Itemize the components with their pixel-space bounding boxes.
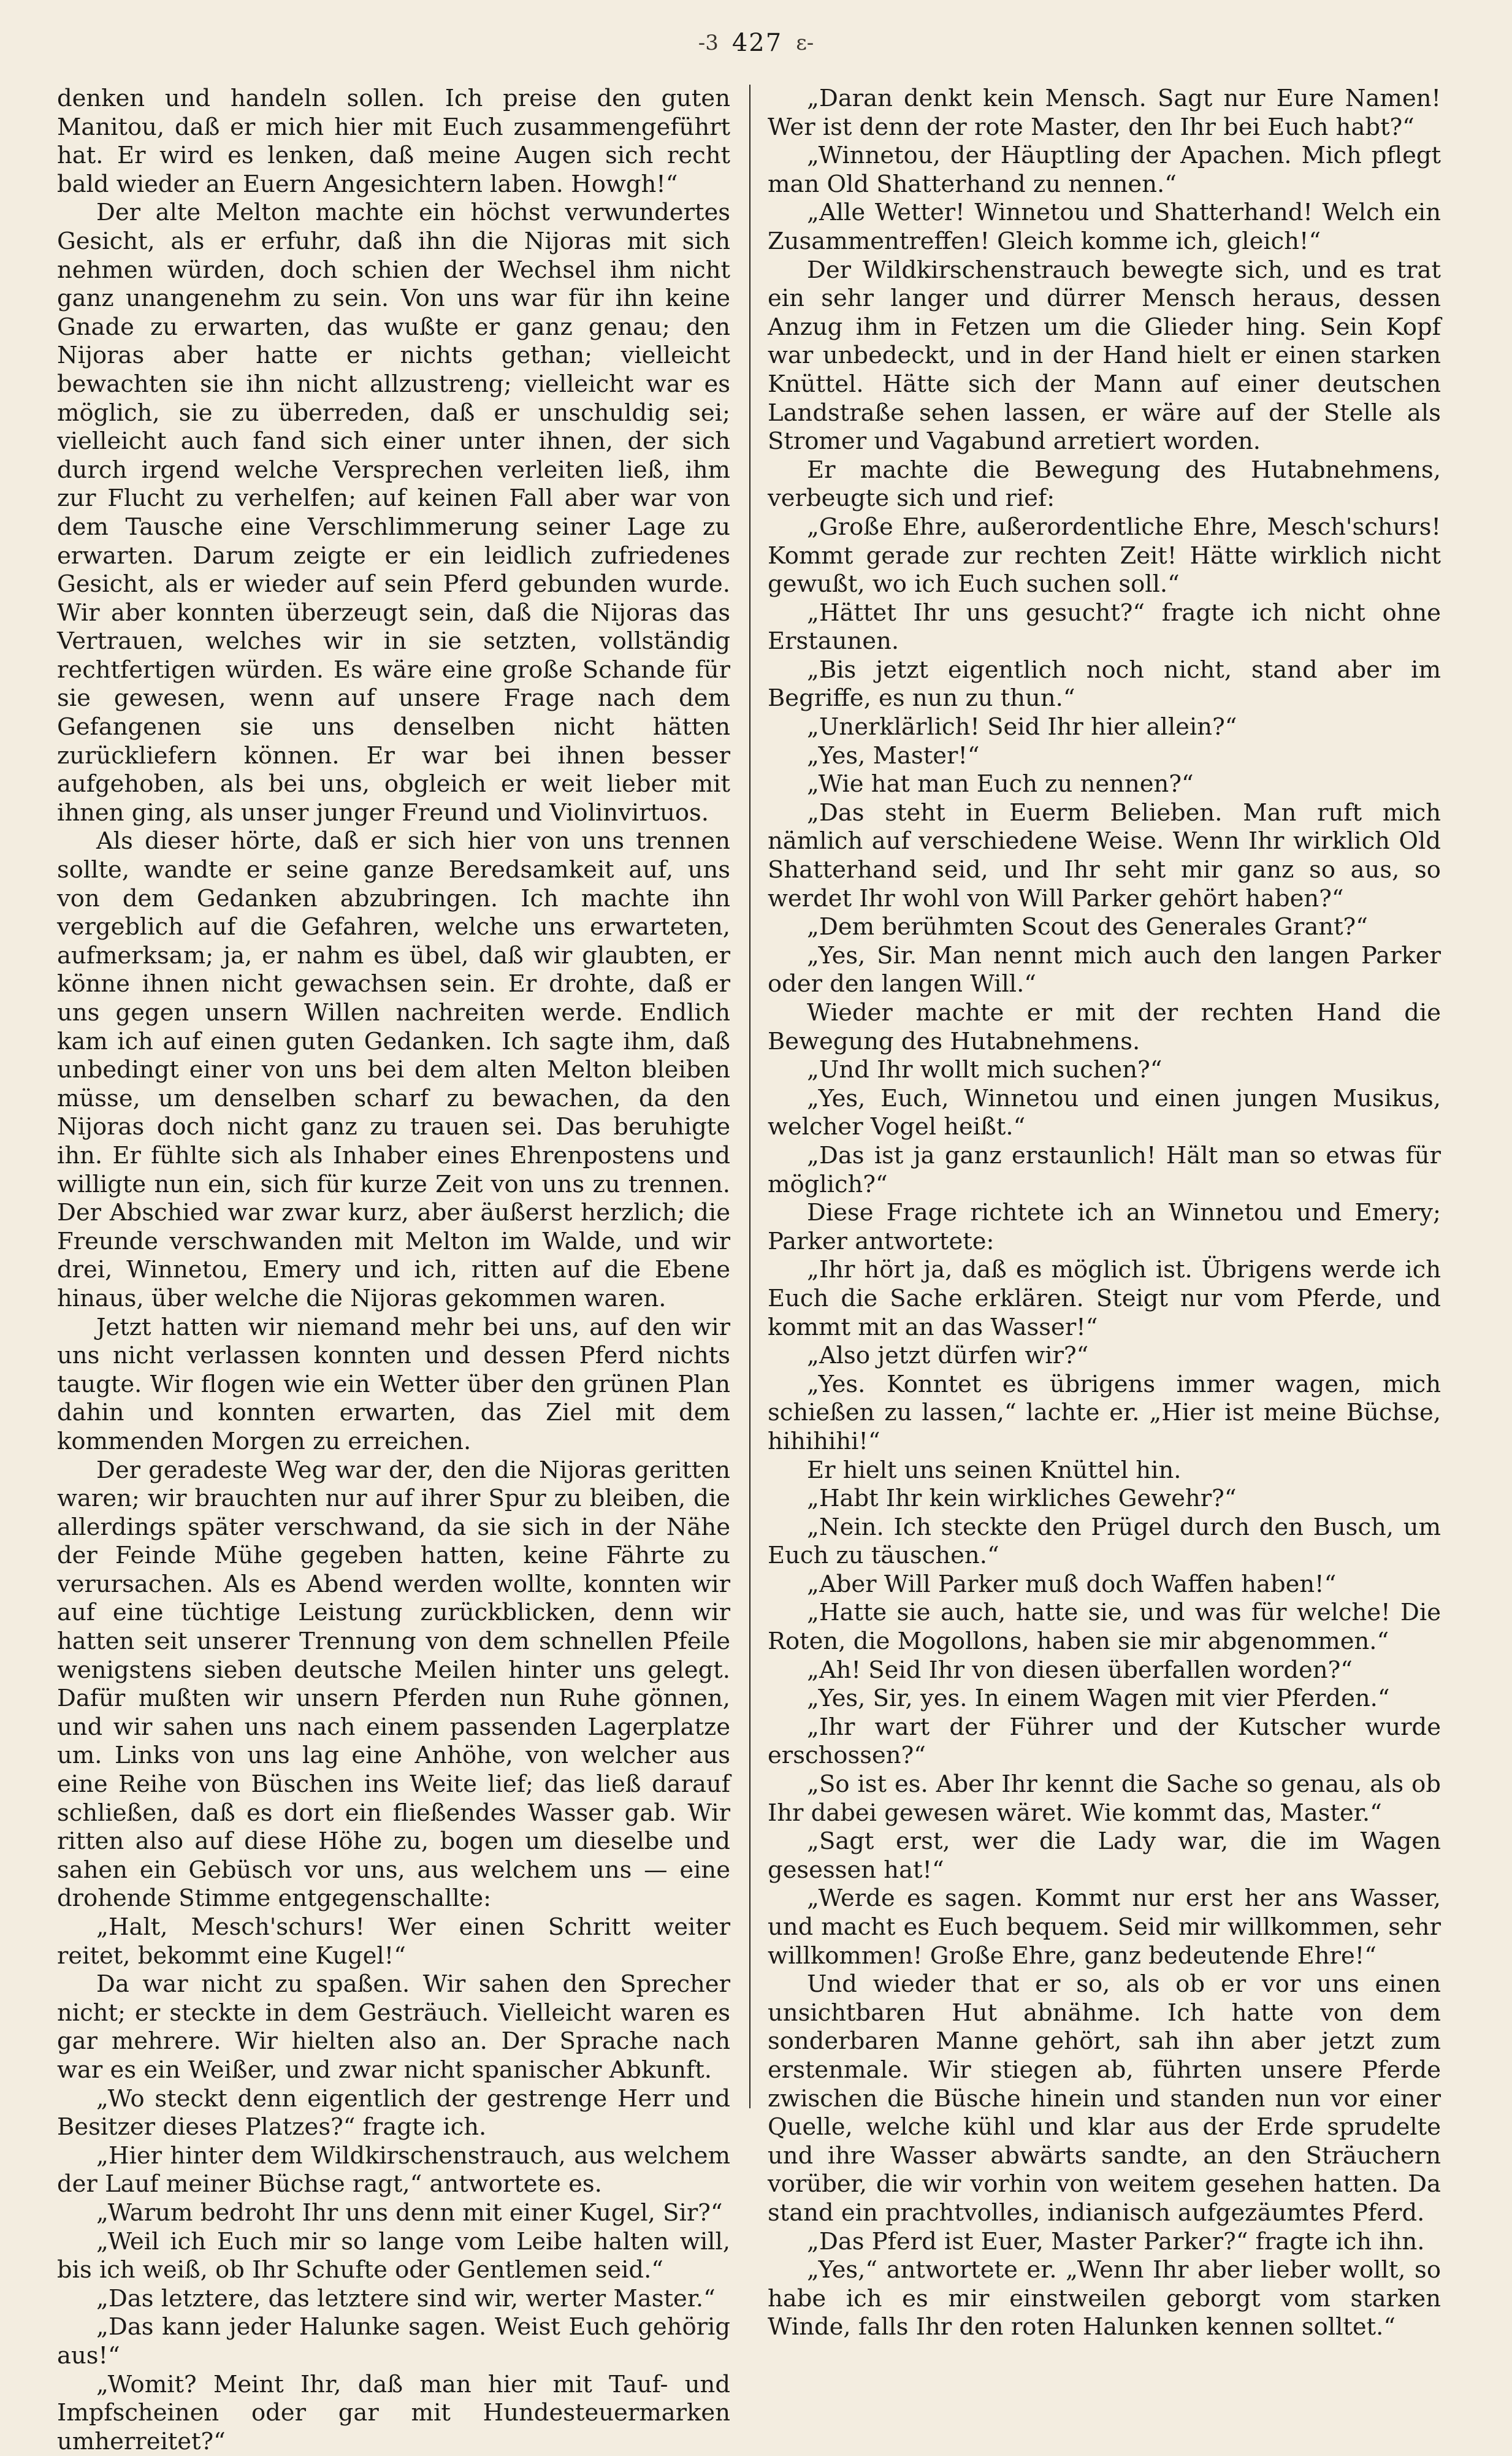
paragraph: „Das letztere, das letztere sind wir, werter Master.“	[57, 2285, 730, 2314]
paragraph: „Bis jetzt eigentlich noch nicht, stand aber im Begriffe, es nun zu thun.“	[768, 656, 1441, 713]
paragraph: „Ihr hört ja, daß es möglich ist. Übrigens werde ich Euch die Sache erklären. Steigt nur vom Pferde, und kommt mit an das Wasser!“	[768, 1256, 1441, 1342]
paragraph: „Halt, Mesch'schurs! Wer einen Schritt weiter reitet, bekommt eine Kugel!“	[57, 1913, 730, 1970]
page-header	[0, 25, 1512, 61]
paragraph: „Das Pferd ist Euer, Master Parker?“ fragte ich ihn.	[768, 2228, 1441, 2257]
paragraph: Als dieser hörte, daß er sich hier von uns trennen sollte, wandte er seine ganze Beredsamkeit auf, uns von dem Gedanken abzubringen. Ich machte ihn vergeblich auf die Gefahren, welche uns erwarteten, aufmerksam; ja, er nahm es übel, daß wir glaubten, er könne ihnen nicht gewachsen sein. Er drohte, daß er uns gegen unsern Willen nachreiten werde. Endlich kam ich auf einen guten Gedanken. Ich sagte ihm, daß unbedingt einer von uns bei dem alten Melton bleiben müsse, um denselben scharf zu bewachen, da den Nijoras doch nicht ganz zu trauen sei. Das beruhigte ihn. Er fühlte sich als Inhaber eines Ehrenpostens und willigte nun ein, sich für kurze Zeit von uns zu trennen. Der Abschied war zwar kurz, aber äußerst herzlich; die Freunde verschwanden mit Melton im Walde, und wir drei, Winnetou, Emery und ich, ritten auf die Ebene hinaus, über welche die Nijoras gekommen waren.	[57, 827, 730, 1313]
paragraph: „Yes, Euch, Winnetou und einen jungen Musikus, welcher Vogel heißt.“	[768, 1085, 1441, 1142]
paragraph: „Also jetzt dürfen wir?“	[768, 1342, 1441, 1371]
paragraph: „Aber Will Parker muß doch Waffen haben!“	[768, 1570, 1441, 1599]
paragraph: Er hielt uns seinen Knüttel hin.	[768, 1456, 1441, 1485]
page-number: 427	[732, 29, 782, 57]
column-divider	[749, 85, 750, 2108]
paragraph: Diese Frage richtete ich an Winnetou und Emery; Parker antwortete:	[768, 1199, 1441, 1256]
paragraph: Der Wildkirschenstrauch bewegte sich, und es trat ein sehr langer und dürrer Mensch heraus, dessen Anzug ihm in Fetzen um die Glieder hing. Sein Kopf war unbedeckt, und in der Hand hielt er einen starken Knüttel. Hätte sich der Mann auf einer deutschen Landstraße sehen lassen, er wäre auf der Stelle als Stromer und Vagabund arretiert worden.	[768, 256, 1441, 456]
paragraph: „Weil ich Euch mir so lange vom Leibe halten will, bis ich weiß, ob Ihr Schufte oder Gentlemen seid.“	[57, 2228, 730, 2285]
paragraph: „Nein. Ich steckte den Prügel durch den Busch, um Euch zu täuschen.“	[768, 1513, 1441, 1570]
paragraph: „Unerklärlich! Seid Ihr hier allein?“	[768, 713, 1441, 742]
paragraph: „Das steht in Euerm Belieben. Man ruft mich nämlich auf verschiedene Weise. Wenn Ihr wirklich Old Shatterhand seid, und Ihr seht mir ganz so aus, so werdet Ihr wohl von Will Parker gehört haben?“	[768, 799, 1441, 913]
paragraph: Der alte Melton machte ein höchst verwundertes Gesicht, als er erfuhr, daß ihn die Nijoras mit sich nehmen würden, doch schien der Wechsel ihm nicht ganz unangenehm zu sein. Von uns war für ihn keine Gnade zu erwarten, das wußte er ganz genau; den Nijoras aber hatte er nichts gethan; vielleicht bewachten sie ihn nicht allzustreng; vielleicht war es möglich, sie zu überreden, daß er unschuldig sei; vielleicht auch fand sich einer unter ihnen, der sich durch irgend welche Versprechen verleiten ließ, ihm zur Flucht zu verhelfen; auf keinen Fall aber war von dem Tausche eine Verschlimmerung seiner Lage zu erwarten. Darum zeigte er ein leidlich zufriedenes Gesicht, als er wieder auf sein Pferd gebunden wurde. Wir aber konnten überzeugt sein, daß die Nijoras das Vertrauen, welches wir in sie setzten, vollständig rechtfertigen würden. Es wäre eine große Schande für sie gewesen, wenn auf unsere Frage nach dem Gefangenen sie uns denselben nicht hätten zurückliefern können. Er war bei ihnen besser aufgehoben, als bei uns, obgleich er weit lieber mit ihnen ging, als unser junger Freund und Violinvirtuos.	[57, 199, 730, 827]
paragraph: „Große Ehre, außerordentliche Ehre, Mesch'schurs! Kommt gerade zur rechten Zeit! Hätte wirklich nicht gewußt, wo ich Euch suchen soll.“	[768, 513, 1441, 599]
paragraph: „Werde es sagen. Kommt nur erst her ans Wasser, und macht es Euch bequem. Seid mir willkommen, sehr willkommen! Große Ehre, ganz bedeutende Ehre!“	[768, 1884, 1441, 1970]
paragraph: „Yes,“ antwortete er. „Wenn Ihr aber lieber wollt, so habe ich es mir einstweilen geborgt vom starken Winde, falls Ihr den roten Halunken kennen solltet.“	[768, 2256, 1441, 2342]
paragraph: „Wo steckt denn eigentlich der gestrenge Herr und Besitzer dieses Platzes?“ fragte ich.	[57, 2085, 730, 2142]
paragraph: Wieder machte er mit der rechten Hand die Bewegung des Hutabnehmens.	[768, 999, 1441, 1056]
paragraph: Da war nicht zu spaßen. Wir sahen den Sprecher nicht; er steckte in dem Gesträuch. Vielleicht waren es gar mehrere. Wir hielten also an. Der Sprache nach war es ein Weißer, und zwar nicht spanischer Abkunft.	[57, 1970, 730, 2084]
paragraph: „Wie hat man Euch zu nennen?“	[768, 770, 1441, 799]
paragraph: „Das kann jeder Halunke sagen. Weist Euch gehörig aus!“	[57, 2313, 730, 2370]
paragraph: „Womit? Meint Ihr, daß man hier mit Tauf- und Impfscheinen oder gar mit Hundesteuermarken umherreitet?“	[57, 2371, 730, 2456]
paragraph: „Sagt erst, wer die Lady war, die im Wagen gesessen hat!“	[768, 1827, 1441, 1884]
paragraph: „Yes, Sir, yes. In einem Wagen mit vier Pferden.“	[768, 1685, 1441, 1713]
paragraph: „Hatte sie auch, hatte sie, und was für welche! Die Roten, die Mogollons, haben sie mir abgenommen.“	[768, 1599, 1441, 1656]
paragraph: „Das ist ja ganz erstaunlich! Hält man so etwas für möglich?“	[768, 1142, 1441, 1199]
paragraph: Der geradeste Weg war der, den die Nijoras geritten waren; wir brauchten nur auf ihrer Spur zu bleiben, die allerdings später verschwand, da sie sich in der Nähe der Feinde Mühe gegeben hatten, keine Fährte zu verursachen. Als es Abend werden wollte, konnten wir auf eine tüchtige Leistung zurückblicken, denn wir hatten seit unserer Trennung von dem schnellen Pfeile wenigstens sieben deutsche Meilen hinter uns gelegt. Dafür mußten wir unsern Pferden nun Ruhe gönnen, und wir sahen uns nach einem passenden Lagerplatze um. Links von uns lag eine Anhöhe, von welcher aus eine Reihe von Büschen ins Weite lief; das ließ darauf schließen, daß es dort ein fließendes Wasser gab. Wir ritten also auf diese Höhe zu, bogen um dieselbe und sahen ein Gebüsch vor uns, aus welchem uns — eine drohende Stimme entgegenschallte:	[57, 1456, 730, 1914]
right-column	[768, 85, 1441, 2108]
paragraph: Und wieder that er so, als ob er vor uns einen unsichtbaren Hut abnähme. Ich hatte von dem sonderbaren Manne gehört, sah ihn aber jetzt zum erstenmale. Wir stiegen ab, führten unsere Pferde zwischen die Büsche hinein und standen nun vor einer Quelle, welche kühl und klar aus der Erde sprudelte und ihre Wasser abwärts sandte, an den Sträuchern vorüber, die wir vorhin von weitem gesehen hatten. Da stand ein prachtvolles, indianisch aufgezäumtes Pferd.	[768, 1970, 1441, 2227]
paragraph: „Ah! Seid Ihr von diesen überfallen worden?“	[768, 1656, 1441, 1685]
paragraph: „Warum bedroht Ihr uns denn mit einer Kugel, Sir?“	[57, 2199, 730, 2228]
paragraph: „Yes, Master!“	[768, 742, 1441, 771]
left-column	[57, 85, 730, 2108]
paragraph: „Daran denkt kein Mensch. Sagt nur Eure Namen! Wer ist denn der rote Master, den Ihr bei Euch habt?“	[768, 85, 1441, 142]
paragraph: denken und handeln sollen. Ich preise den guten Manitou, daß er mich hier mit Euch zusammengeführt hat. Er wird es lenken, daß meine Augen sich recht bald wieder an Euern Angesichtern laben. Howgh!“	[57, 85, 730, 199]
paragraph: Jetzt hatten wir niemand mehr bei uns, auf den wir uns nicht verlassen konnten und dessen Pferd nichts taugte. Wir flogen wie ein Wetter über den grünen Plan dahin und konnten erwarten, das Ziel mit dem kommenden Morgen zu erreichen.	[57, 1314, 730, 1456]
paragraph: „Yes. Konntet es übrigens immer wagen, mich schießen zu lassen,“ lachte er. „Hier ist meine Büchse, hihihihi!“	[768, 1371, 1441, 1456]
paragraph: „Habt Ihr kein wirkliches Gewehr?“	[768, 1485, 1441, 1513]
paragraph: „Dem berühmten Scout des Generales Grant?“	[768, 913, 1441, 942]
paragraph: „Hättet Ihr uns gesucht?“ fragte ich nicht ohne Erstaunen.	[768, 599, 1441, 656]
paragraph: Er machte die Bewegung des Hutabnehmens, verbeugte sich und rief:	[768, 456, 1441, 513]
paragraph: „So ist es. Aber Ihr kennt die Sache so genau, als ob Ihr dabei gewesen wäret. Wie kommt das, Master.“	[768, 1770, 1441, 1827]
paragraph: „Hier hinter dem Wildkirschenstrauch, aus welchem der Lauf meiner Büchse ragt,“ antwortete es.	[57, 2142, 730, 2199]
paragraph: „Yes, Sir. Man nennt mich auch den langen Parker oder den langen Will.“	[768, 942, 1441, 999]
paragraph: „Winnetou, der Häuptling der Apachen. Mich pflegt man Old Shatterhand zu nennen.“	[768, 142, 1441, 199]
ornament-left: -3	[698, 31, 719, 55]
ornament-right: ε-	[796, 31, 814, 55]
paragraph: „Ihr wart der Führer und der Kutscher wurde erschossen?“	[768, 1713, 1441, 1770]
paragraph: „Und Ihr wollt mich suchen?“	[768, 1056, 1441, 1085]
paragraph: „Alle Wetter! Winnetou und Shatterhand! Welch ein Zusammentreffen! Gleich komme ich, gleich!“	[768, 199, 1441, 256]
